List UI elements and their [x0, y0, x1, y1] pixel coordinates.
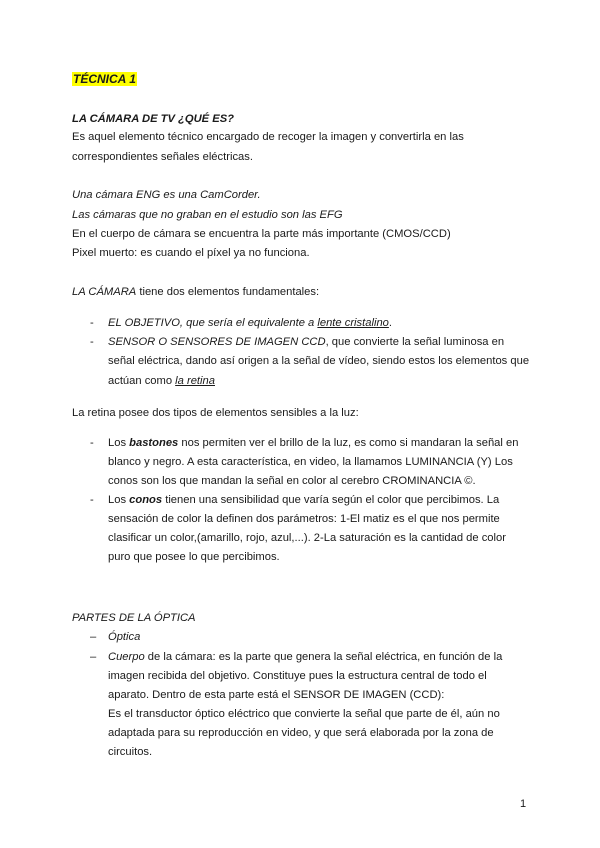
bullet-dash: -: [90, 317, 94, 329]
list-item-text: , que convierte la señal luminosa en: [325, 336, 505, 348]
list-item-text: EL OBJETIVO, que sería el equivalente a: [108, 317, 318, 329]
section-heading-camara: LA CÁMARA DE TV ¿QUÉ ES?: [72, 113, 235, 125]
list-item-line: adaptada para su reproducción en video, y que será elaborada por la zona de: [108, 727, 494, 739]
bullet-dash: -: [90, 494, 94, 506]
list-item-line: puro que posee lo que percibimos.: [108, 551, 280, 563]
title-highlight: TÉCNICA 1: [73, 72, 136, 86]
list-item-text: Cuerpo: [108, 651, 145, 663]
paragraph-line: Una cámara ENG es una CamCorder.: [72, 189, 261, 201]
list-item-text: SENSOR O SENSORES DE IMAGEN CCD: [108, 336, 326, 348]
list-item-text: .: [388, 317, 392, 329]
bullet-dash: –: [90, 631, 97, 643]
bold-term: bastones: [129, 437, 179, 449]
underlined-term: lente cristalino: [317, 317, 389, 329]
bullet-dash: –: [90, 651, 97, 663]
document-title: [72, 72, 137, 87]
paragraph-line: La retina posee dos tipos de elementos sensibles a la luz:: [72, 407, 359, 419]
list-item-line: Es el transductor óptico eléctrico que convierte la señal que parte de él, aún no: [108, 708, 500, 720]
list-item: [108, 650, 502, 664]
paragraph-line: correspondientes señales eléctricas.: [72, 151, 253, 163]
section-heading-optica: PARTES DE LA ÓPTICA: [72, 612, 196, 624]
list-item-line: circuitos.: [108, 746, 153, 758]
bold-term: conos: [129, 494, 163, 506]
list-item-line: [108, 374, 215, 388]
list-item: [108, 436, 518, 450]
bullet-dash: -: [90, 437, 94, 449]
list-item-text: nos permiten ver el brillo de la luz, es como si mandaran la señal en: [178, 437, 519, 449]
bullet-dash: -: [90, 336, 94, 348]
paragraph-line: Pixel muerto: es cuando el píxel ya no funciona.: [72, 247, 310, 259]
list-item-text: Los: [108, 437, 130, 449]
list-item: [108, 335, 504, 349]
list-item-text: de la cámara: es la parte que genera la señal eléctrica, en función de la: [144, 651, 503, 663]
paragraph-line: [72, 285, 319, 299]
paragraph-line: Es aquel elemento técnico encargado de recoger la imagen y convertirla en las: [72, 131, 464, 143]
page-number: 1: [520, 798, 527, 810]
list-item: [108, 630, 140, 644]
list-item-line: señal eléctrica, dando así origen a la señal de vídeo, siendo estos los elementos que: [108, 355, 530, 367]
list-item-text: Los: [108, 494, 130, 506]
list-item-line: clasificar un color,(amarillo, rojo, azul,...). 2-La saturación es la cantidad de color: [108, 532, 506, 544]
intro-italic: LA CÁMARA: [72, 286, 137, 298]
list-item-line: blanco y negro. A esta característica, en video, la llamamos LUMINANCIA (Y) Los: [108, 456, 513, 468]
list-item-text: actúan como: [108, 375, 176, 387]
underlined-term: la retina: [175, 375, 215, 387]
paragraph-line: Las cámaras que no graban en el estudio son las EFG: [72, 209, 343, 221]
list-item-text: tienen una sensibilidad que varía según el color que percibimos. La: [162, 494, 500, 506]
list-item-line: imagen recibida del objetivo. Constituye pues la estructura central de todo el: [108, 670, 487, 682]
intro-text: tiene dos elementos fundamentales:: [136, 286, 320, 298]
list-item-text: Óptica: [108, 631, 141, 643]
list-item: [108, 316, 392, 330]
list-item-line: sensación de color la definen dos parámetros: 1-El matiz es el que nos permite: [108, 513, 500, 525]
list-item-line: aparato. Dentro de esta parte está el SENSOR DE IMAGEN (CCD):: [108, 689, 445, 701]
list-item: [108, 493, 499, 507]
paragraph-line: En el cuerpo de cámara se encuentra la parte más importante (CMOS/CCD): [72, 228, 451, 240]
list-item-line: conos son los que mandan la señal en color al cerebro CROMINANCIA ©.: [108, 475, 476, 487]
